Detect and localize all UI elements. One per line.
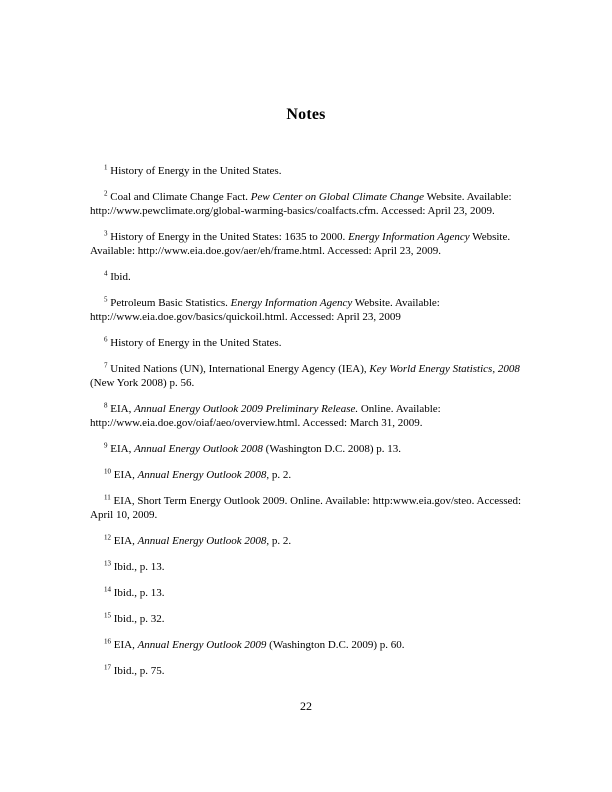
note-text: EIA, — [110, 403, 135, 415]
note-text: EIA, — [113, 535, 138, 547]
note-number: 1 — [104, 163, 108, 172]
note — [90, 534, 542, 548]
note-text-italic: Annual Energy Outlook 2008 — [137, 469, 267, 481]
note-text: EIA, — [113, 469, 138, 481]
note-text-italic: Annual Energy Outlook 2009 — [137, 639, 267, 651]
note-number: 8 — [104, 401, 108, 410]
note — [90, 612, 542, 626]
note-number: 4 — [104, 269, 108, 278]
note-text: Website. Available: http://www.pewclimate.org/global-warming-basics/coalfacts.cfm. Accessed: April 23, 2009. — [90, 191, 512, 217]
page-number: 22 — [300, 699, 312, 713]
note-number: 11 — [104, 493, 111, 502]
note-number: 5 — [104, 295, 108, 304]
note-text-italic: Energy Information Agency — [230, 297, 353, 309]
note-text: History of Energy in the United States: 1635 to 2000. — [110, 231, 349, 243]
note — [90, 586, 542, 600]
note-number: 15 — [104, 611, 111, 620]
note-text-italic: Annual Energy Outlook 2008 — [137, 535, 267, 547]
note-number: 16 — [104, 637, 111, 646]
note — [90, 402, 542, 430]
note-text: History of Energy in the United States. — [110, 165, 282, 177]
note — [90, 190, 542, 218]
note-text: Ibid., p. 13. — [113, 561, 165, 573]
note-text: , p. 2. — [266, 535, 292, 547]
note-text: (New York 2008) p. 56. — [90, 377, 195, 389]
note — [90, 560, 542, 574]
note-text: Website. Available: http://www.eia.doe.gov/basics/quickoil.html. Accessed: April 23, 2009 — [90, 297, 440, 323]
note-number: 9 — [104, 441, 108, 450]
note-text: (Washington D.C. 2009) p. 60. — [266, 639, 405, 651]
notes-list — [90, 164, 542, 678]
note-text: History of Energy in the United States. — [110, 337, 282, 349]
note-number: 6 — [104, 335, 108, 344]
note — [90, 164, 542, 178]
note-text-italic: Energy Information Agency — [348, 231, 470, 243]
note-text: United Nations (UN), International Energy Agency (IEA), — [110, 363, 370, 375]
note-text: EIA, — [113, 639, 138, 651]
note-text: Ibid., p. 32. — [113, 613, 165, 625]
note-text: (Washington D.C. 2008) p. 13. — [262, 443, 402, 455]
note-number: 10 — [104, 467, 111, 476]
note-text: Ibid., p. 75. — [113, 665, 165, 677]
note — [90, 296, 542, 324]
note — [90, 494, 542, 522]
note — [90, 638, 542, 652]
note — [90, 442, 542, 456]
note-text: Ibid. — [110, 271, 131, 283]
note-text: , p. 2. — [266, 469, 292, 481]
note-text-italic: Pew Center on Global Climate Change — [250, 191, 425, 203]
note-text: Website. Available: http://www.eia.doe.gov/aer/eh/frame.html. Accessed: April 23, 2009. — [90, 231, 511, 257]
note-text: Online. Available: http://www.eia.doe.gov/oiaf/aeo/overview.html. Accessed: March 31, 2009. — [90, 403, 441, 429]
note-text: EIA, — [110, 443, 135, 455]
note — [90, 270, 542, 284]
page-title: Notes — [286, 106, 326, 123]
note-number: 14 — [104, 585, 111, 594]
note-number: 13 — [104, 559, 111, 568]
note-number: 2 — [104, 189, 108, 198]
note-number: 12 — [104, 533, 111, 542]
note-text-italic: Key World Energy Statistics, 2008 — [369, 363, 520, 375]
note-number: 7 — [104, 361, 108, 370]
note — [90, 664, 542, 678]
note-text-italic: Annual Energy Outlook 2009 Preliminary Release. — [134, 403, 359, 415]
note-text: Ibid., p. 13. — [113, 587, 165, 599]
note-text: Petroleum Basic Statistics. — [110, 297, 231, 309]
note-number: 17 — [104, 663, 111, 672]
note-text: EIA, Short Term Energy Outlook 2009. Online. Available: http:www.eia.gov/steo. Accessed: April 10, 2009. — [90, 495, 522, 521]
note-number: 3 — [104, 229, 108, 238]
note — [90, 230, 542, 258]
note — [90, 468, 542, 482]
note-text: Coal and Climate Change Fact. — [110, 191, 251, 203]
note — [90, 336, 542, 350]
note — [90, 362, 542, 390]
note-text-italic: Annual Energy Outlook 2008 — [134, 443, 263, 455]
